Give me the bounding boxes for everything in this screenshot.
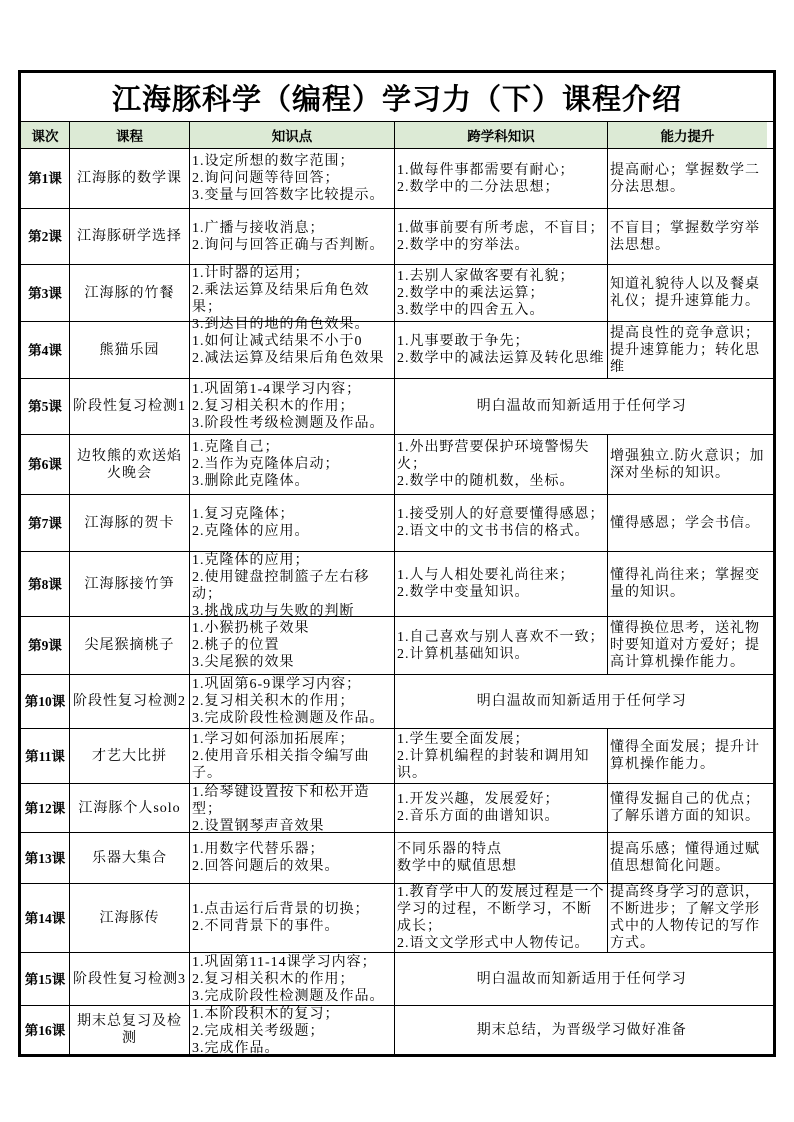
cross-knowledge-item: 2.音乐方面的曲谱知识。 xyxy=(397,809,560,824)
cross-knowledge-cell xyxy=(394,495,607,551)
ability-cell-content: 增强独立.防火意识；加深对坐标的知识。 xyxy=(610,448,765,481)
knowledge-cell-content xyxy=(192,731,392,782)
course-cell-content: 阶段性复习检测1 xyxy=(73,399,186,414)
header-label: 知识点 xyxy=(271,129,313,144)
lesson-cell-content: 第12课 xyxy=(24,800,66,816)
cross-knowledge-cell xyxy=(394,149,607,208)
cross-knowledge-cell xyxy=(394,209,607,264)
ability-cell-content: 不盲目；掌握数学穷举法思想。 xyxy=(610,220,760,253)
knowledge-item: 1.复习克隆体； xyxy=(192,507,295,522)
table-row xyxy=(21,321,773,378)
lesson-cell xyxy=(21,1006,69,1054)
knowledge-cell-content xyxy=(192,841,392,875)
cross-knowledge-cell xyxy=(394,729,607,783)
knowledge-item: 2.克隆体的应用。 xyxy=(192,524,310,539)
cross-knowledge-cell-content xyxy=(397,506,605,540)
lesson-cell-content: 第5课 xyxy=(28,399,62,414)
header-course xyxy=(69,122,189,148)
knowledge-item: 2.复习相关积木的作用； xyxy=(192,694,355,709)
lesson-cell-content: 第10课 xyxy=(24,694,66,709)
knowledge-item: 2.使用音乐相关指令编写曲子。 xyxy=(192,748,370,781)
cross-knowledge-cell-content xyxy=(397,884,605,952)
cross-knowledge-item: 2.数学中的减法运算及转化思维 xyxy=(397,351,605,366)
merged-note-cell xyxy=(394,953,769,1005)
knowledge-cell xyxy=(189,675,394,728)
knowledge-item: 1.巩固第1-4课学习内容； xyxy=(192,382,362,397)
lesson-cell xyxy=(21,617,69,674)
cross-knowledge-item: 1.去别人家做客要有礼貌； xyxy=(397,268,575,284)
table-title: 江海豚科学（编程）学习力（下）课程介绍 xyxy=(111,83,682,116)
lesson-cell-content: 第11课 xyxy=(25,748,65,764)
cross-knowledge-item: 1.接受别人的好意要懂得感恩； xyxy=(397,507,605,522)
knowledge-item: 3.完成作品。 xyxy=(192,1041,280,1056)
lesson-cell xyxy=(21,675,69,728)
course-cell-content: 江海豚研学选择 xyxy=(77,229,182,244)
cross-knowledge-item: 1.外出野营要保护环境警惕失火； xyxy=(397,440,590,472)
ability-cell-content: 提高良性的竞争意识；提升速算能力；转化思维 xyxy=(610,325,760,375)
knowledge-item: 3.到达目的地的角色效果。 xyxy=(192,317,370,332)
cross-knowledge-item: 2.语文文学形式中人物传记。 xyxy=(397,936,590,951)
knowledge-cell xyxy=(189,265,394,332)
cross-knowledge-item: 2.计算机编程的封装和调用知识。 xyxy=(397,748,590,781)
course-cell-content: 江海豚的数学课 xyxy=(77,171,182,186)
table-header-row xyxy=(21,121,773,148)
lesson-cell xyxy=(21,884,69,952)
knowledge-item: 2.询问与回答正确与否判断。 xyxy=(192,237,385,253)
cross-knowledge-cell-content xyxy=(397,841,605,875)
cross-knowledge-cell xyxy=(394,617,607,674)
knowledge-item: 2.完成相关考级题； xyxy=(192,1024,325,1039)
course-cell xyxy=(69,953,189,1005)
knowledge-item: 3.尖尾猴的效果 xyxy=(192,655,295,670)
cross-knowledge-item: 1.凡事要敢于争先； xyxy=(397,334,530,349)
ability-cell xyxy=(607,495,767,551)
cross-knowledge-cell xyxy=(394,552,607,616)
header-label: 能力提升 xyxy=(660,129,715,144)
course-cell xyxy=(69,884,189,952)
knowledge-item: 3.完成阶段性检测题及作品。 xyxy=(192,988,385,1004)
ability-cell xyxy=(607,435,767,494)
cross-knowledge-cell-content xyxy=(397,629,605,663)
lesson-cell-content: 第9课 xyxy=(28,638,62,653)
lesson-cell-content: 第2课 xyxy=(28,229,62,244)
knowledge-item: 1.本阶段积木的复习； xyxy=(192,1007,340,1022)
knowledge-item: 1.小猴扔桃子效果 xyxy=(192,621,310,636)
course-cell xyxy=(69,209,189,264)
course-cell xyxy=(69,784,189,832)
knowledge-cell xyxy=(189,435,394,494)
lesson-cell xyxy=(21,729,69,783)
knowledge-cell-content xyxy=(192,954,392,1005)
knowledge-item: 2.复习相关积木的作用； xyxy=(192,399,355,414)
header-label: 课次 xyxy=(31,129,59,144)
ability-cell-content: 懂得感恩；学会书信。 xyxy=(610,515,760,531)
lesson-cell xyxy=(21,435,69,494)
knowledge-cell xyxy=(189,833,394,883)
knowledge-item: 3.挑战成功与失败的判断 xyxy=(192,604,355,619)
course-cell-content: 期末总复习及检测 xyxy=(77,1014,182,1046)
merged-note-cell-content: 明白温故而知新适用于任何学习 xyxy=(476,694,687,709)
lesson-cell-content: 第6课 xyxy=(28,457,62,472)
cross-knowledge-cell-content xyxy=(397,731,605,782)
lesson-cell-content: 第15课 xyxy=(24,971,66,987)
course-cell xyxy=(69,552,189,616)
cross-knowledge-cell xyxy=(394,265,607,321)
cross-knowledge-item: 2.数学中的穷举法。 xyxy=(397,237,530,253)
cross-knowledge-cell xyxy=(394,435,607,494)
cross-knowledge-item: 2.数学中的二分法思想； xyxy=(397,179,560,195)
lesson-cell-content: 第16课 xyxy=(24,1022,66,1038)
knowledge-cell xyxy=(189,379,394,434)
ability-cell xyxy=(607,617,767,674)
header-cross-knowledge xyxy=(394,122,607,148)
course-cell-content: 江海豚传 xyxy=(99,910,160,926)
course-cell xyxy=(69,729,189,783)
lesson-cell-content: 第7课 xyxy=(28,515,62,531)
knowledge-cell-content xyxy=(192,552,392,620)
knowledge-cell-content xyxy=(192,620,392,671)
knowledge-cell xyxy=(189,322,394,378)
merged-note-cell-content: 明白温故而知新适用于任何学习 xyxy=(476,971,687,987)
course-cell-content: 阶段性复习检测2 xyxy=(73,694,186,709)
cross-knowledge-item: 1.教育学中人的发展过程是一个学习的过程，不断学习，不断成长； xyxy=(397,885,605,934)
knowledge-item: 2.减法运算及结果后角色效果 xyxy=(192,351,385,366)
knowledge-item: 1.点击运行后背景的切换； xyxy=(192,902,370,917)
cross-knowledge-item: 1.人与人相处要礼尚往来； xyxy=(397,568,575,583)
course-cell xyxy=(69,617,189,674)
knowledge-item: 2.桃子的位置 xyxy=(192,638,280,653)
merged-note-cell-content: 明白温故而知新适用于任何学习 xyxy=(476,399,687,414)
course-cell-content: 阶段性复习检测3 xyxy=(73,971,186,987)
knowledge-cell-content xyxy=(192,784,392,835)
table-row xyxy=(21,148,773,208)
lesson-cell-content: 第13课 xyxy=(24,850,66,866)
knowledge-item: 1.巩固第6-9课学习内容； xyxy=(192,677,362,692)
table-row xyxy=(21,728,773,783)
ability-cell xyxy=(607,265,767,321)
knowledge-cell xyxy=(189,729,394,783)
cross-knowledge-cell-content xyxy=(397,333,605,367)
course-cell-content: 江海豚的竹餐 xyxy=(84,285,175,301)
knowledge-item: 3.删除此克隆体。 xyxy=(192,474,310,489)
ability-cell-content: 知道礼貌待人以及餐桌礼仪；提升速算能力。 xyxy=(610,277,760,309)
course-cell-content: 乐器大集合 xyxy=(92,850,167,866)
header-label: 课程 xyxy=(116,129,143,144)
header-lesson xyxy=(21,122,69,148)
knowledge-cell xyxy=(189,552,394,619)
cross-knowledge-cell xyxy=(394,833,607,883)
course-cell xyxy=(69,435,189,494)
ability-cell-content: 懂得全面发展；提升计算机操作能力。 xyxy=(610,740,760,772)
knowledge-item: 2.复习相关积木的作用； xyxy=(192,971,355,987)
knowledge-item: 1.巩固第11-14课学习内容； xyxy=(192,954,377,970)
table-row xyxy=(21,883,773,952)
course-cell-content: 江海豚的贺卡 xyxy=(84,515,175,531)
table-row xyxy=(21,1005,773,1054)
knowledge-item: 1.计时器的运用； xyxy=(192,266,310,281)
lesson-cell xyxy=(21,322,69,378)
cross-knowledge-item: 2.计算机基础知识。 xyxy=(397,646,530,662)
course-cell xyxy=(69,265,189,321)
cross-knowledge-cell-content xyxy=(397,567,605,601)
merged-note-cell-content: 期末总结，为晋级学习做好准备 xyxy=(476,1022,687,1038)
knowledge-item: 2.回答问题后的效果。 xyxy=(192,859,340,874)
lesson-cell xyxy=(21,379,69,434)
table-body xyxy=(21,148,773,1054)
ability-cell xyxy=(607,729,767,783)
lesson-cell-content: 第3课 xyxy=(28,285,62,301)
ability-cell xyxy=(607,552,767,616)
lesson-cell xyxy=(21,953,69,1005)
knowledge-cell-content xyxy=(192,220,392,254)
knowledge-cell xyxy=(189,149,394,208)
knowledge-item: 2.当作为克隆体启动； xyxy=(192,457,340,472)
cross-knowledge-item: 1.学生要全面发展； xyxy=(397,731,530,747)
cross-knowledge-cell xyxy=(394,784,607,832)
lesson-cell xyxy=(21,265,69,321)
table-row xyxy=(21,264,773,332)
course-cell-content: 江海豚接竹笋 xyxy=(84,576,175,592)
ability-cell xyxy=(607,149,767,208)
lesson-cell xyxy=(21,552,69,616)
lesson-cell-content: 第4课 xyxy=(28,342,62,358)
table-row xyxy=(21,494,773,551)
table-row xyxy=(21,616,773,674)
knowledge-item: 1.学习如何添加拓展库； xyxy=(192,731,355,747)
lesson-cell-content: 第14课 xyxy=(24,910,66,926)
lesson-cell-content: 第8课 xyxy=(28,576,62,592)
cross-knowledge-item: 2.语文中的文书书信的格式。 xyxy=(397,524,590,539)
lesson-cell xyxy=(21,495,69,551)
lesson-cell xyxy=(21,833,69,883)
lesson-cell xyxy=(21,209,69,264)
table-row xyxy=(21,434,773,494)
course-cell-content: 熊猫乐园 xyxy=(99,342,160,358)
course-cell-content: 边牧熊的欢送焰火晚会 xyxy=(77,448,182,481)
table-row xyxy=(21,551,773,619)
cross-knowledge-cell-content xyxy=(397,220,605,254)
course-cell xyxy=(69,322,189,378)
ability-cell-content: 提高终身学习的意识，不断进步；了解文学形式中的人物传记的写作方式。 xyxy=(610,885,760,951)
knowledge-cell-content xyxy=(192,439,392,490)
course-cell xyxy=(69,495,189,551)
cross-knowledge-item: 2.数学中的随机数，坐标。 xyxy=(397,474,575,489)
cross-knowledge-item: 2.数学中的乘法运算； xyxy=(397,285,545,301)
table-row xyxy=(21,783,773,832)
lesson-cell xyxy=(21,784,69,832)
table-row xyxy=(21,378,773,434)
knowledge-item: 1.克隆体的应用； xyxy=(192,553,310,568)
course-cell-content: 才艺大比拼 xyxy=(92,748,167,764)
table-row xyxy=(21,952,773,1005)
ability-cell xyxy=(607,833,767,883)
knowledge-cell xyxy=(189,884,394,952)
course-cell-content: 尖尾猴摘桃子 xyxy=(84,638,175,653)
ability-cell xyxy=(607,209,767,264)
knowledge-cell-content xyxy=(192,381,392,432)
cross-knowledge-item: 1.做每件事都需要有耐心； xyxy=(397,162,575,178)
knowledge-cell xyxy=(189,495,394,551)
cross-knowledge-cell-content xyxy=(397,439,605,490)
table-row xyxy=(21,208,773,264)
header-label: 跨学科知识 xyxy=(467,129,535,144)
knowledge-item: 1.克隆自己； xyxy=(192,440,280,455)
knowledge-cell-content xyxy=(192,1006,392,1057)
knowledge-item: 2.不同背景下的事件。 xyxy=(192,919,340,934)
ability-cell-content: 提高耐心；掌握数学二分法思想。 xyxy=(610,162,760,195)
header-ability xyxy=(607,122,767,148)
cross-knowledge-item: 数学中的赋值思想 xyxy=(397,859,517,874)
course-cell xyxy=(69,1006,189,1054)
knowledge-item: 1.用数字代替乐器； xyxy=(192,842,325,857)
knowledge-item: 2.设置钢琴声音效果 xyxy=(192,819,325,834)
knowledge-item: 3.变量与回答数字比较提示。 xyxy=(192,188,385,203)
course-cell-content: 江海豚个人solo xyxy=(78,800,181,816)
ability-cell-content: 懂得礼尚往来；掌握变量的知识。 xyxy=(610,568,760,600)
ability-cell-content: 懂得换位思考，送礼物时要知道对方爱好；提高计算机操作能力。 xyxy=(610,621,760,670)
ability-cell xyxy=(607,884,767,952)
knowledge-cell-content xyxy=(192,901,392,935)
ability-cell-content: 提高乐感；懂得通过赋值思想简化问题。 xyxy=(610,842,760,874)
ability-cell xyxy=(607,784,767,832)
table-row xyxy=(21,832,773,883)
knowledge-cell-content xyxy=(192,153,392,204)
knowledge-item: 1.给琴键设置按下和松开造型； xyxy=(192,785,370,817)
cross-knowledge-item: 2.数学中变量知识。 xyxy=(397,585,530,600)
knowledge-cell xyxy=(189,209,394,264)
knowledge-item: 1.设定所想的数字范围； xyxy=(192,154,355,169)
knowledge-item: 2.询问问题等待回答； xyxy=(192,171,340,186)
cross-knowledge-item: 1.开发兴趣，发展爱好； xyxy=(397,792,560,807)
knowledge-cell xyxy=(189,784,394,832)
lesson-cell xyxy=(21,149,69,208)
course-cell xyxy=(69,149,189,208)
knowledge-cell xyxy=(189,1006,394,1054)
knowledge-item: 2.使用键盘控制篮子左右移动； xyxy=(192,570,370,602)
ability-cell-content: 懂得发掘自己的优点；了解乐谱方面的知识。 xyxy=(610,792,760,824)
knowledge-item: 3.完成阶段性检测题及作品。 xyxy=(192,711,385,726)
cross-knowledge-item: 3.数学中的四舍五入。 xyxy=(397,302,545,318)
merged-note-cell xyxy=(394,379,769,434)
merged-note-cell xyxy=(394,1006,769,1054)
table-row xyxy=(21,674,773,728)
knowledge-cell-content xyxy=(192,676,392,727)
cross-knowledge-cell-content xyxy=(397,791,605,825)
course-cell xyxy=(69,379,189,434)
course-cell xyxy=(69,675,189,728)
cross-knowledge-item: 1.做事前要有所考虑，不盲目； xyxy=(397,220,605,236)
knowledge-item: 1.广播与接收消息； xyxy=(192,220,325,236)
cross-knowledge-cell-content xyxy=(397,162,605,196)
header-knowledge xyxy=(189,122,394,148)
knowledge-cell-content xyxy=(192,333,392,367)
knowledge-item: 1.如何让减式结果不小于0 xyxy=(192,334,363,349)
lesson-cell-content: 第1课 xyxy=(28,171,62,186)
course-cell xyxy=(69,833,189,883)
knowledge-cell xyxy=(189,953,394,1005)
course-table xyxy=(18,70,776,1057)
cross-knowledge-cell-content xyxy=(397,268,605,319)
knowledge-cell xyxy=(189,617,394,674)
merged-note-cell xyxy=(394,675,769,728)
cross-knowledge-item: 1.自己喜欢与别人喜欢不一致； xyxy=(397,629,605,645)
knowledge-cell-content xyxy=(192,506,392,540)
cross-knowledge-cell xyxy=(394,322,607,378)
cross-knowledge-cell xyxy=(394,884,607,952)
knowledge-item: 3.阶段性考级检测题及作品。 xyxy=(192,416,385,431)
knowledge-item: 2.乘法运算及结果后角色效果； xyxy=(192,283,370,315)
ability-cell xyxy=(607,322,767,378)
cross-knowledge-item: 不同乐器的特点 xyxy=(397,842,502,857)
table-title-row xyxy=(21,73,773,121)
